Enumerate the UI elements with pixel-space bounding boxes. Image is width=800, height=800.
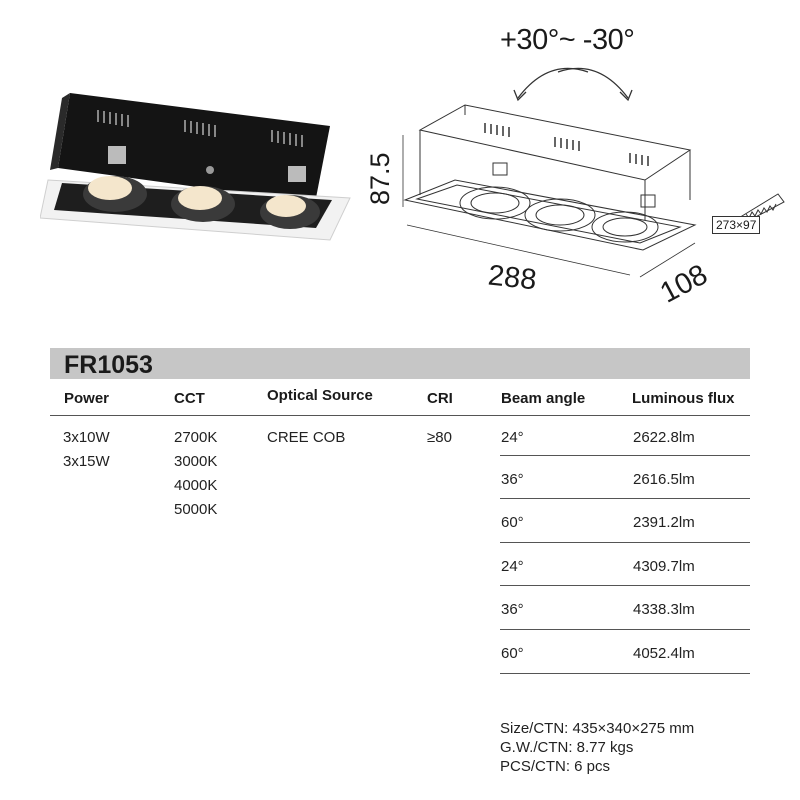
cct-value: 5000K — [174, 501, 218, 518]
row-divider — [500, 629, 750, 630]
row-divider — [500, 585, 750, 586]
header-optical-source: Optical Source — [267, 387, 373, 404]
depth-dimension: 108 — [655, 258, 713, 310]
header-power: Power — [64, 390, 110, 407]
model-title: FR1053 — [64, 351, 153, 379]
header-cri: CRI — [427, 390, 453, 407]
header-luminous-flux: Luminous flux — [632, 390, 735, 407]
cri-value: ≥80 — [427, 429, 452, 446]
rotation-arrows-icon — [508, 58, 638, 106]
header-cct: CCT — [174, 390, 205, 407]
height-dimension: 87.5 — [365, 152, 395, 205]
rotation-range-label: +30°~ -30° — [500, 24, 635, 56]
beam-angle-value: 24° — [501, 558, 524, 575]
beam-angle-value: 60° — [501, 514, 524, 531]
cct-value: 2700K — [174, 429, 218, 446]
beam-angle-value: 24° — [501, 429, 524, 446]
optical-source-value: CREE COB — [267, 429, 346, 446]
power-value: 3x10W — [63, 429, 110, 446]
product-photo — [40, 88, 355, 248]
beam-angle-value: 36° — [501, 601, 524, 618]
luminous-flux-value: 4052.4lm — [633, 645, 695, 662]
row-divider — [500, 673, 750, 674]
luminous-flux-value: 4309.7lm — [633, 558, 695, 575]
power-value: 3x15W — [63, 453, 110, 470]
luminous-flux-value: 2391.2lm — [633, 514, 695, 531]
carton-gross-weight: G.W./CTN: 8.77 kgs — [500, 739, 634, 756]
row-divider — [500, 542, 750, 543]
carton-pieces: PCS/CTN: 6 pcs — [500, 758, 611, 775]
beam-angle-value: 36° — [501, 471, 524, 488]
cct-value: 3000K — [174, 453, 218, 470]
title-bar — [50, 348, 750, 379]
cct-value: 4000K — [174, 477, 218, 494]
row-divider — [500, 498, 750, 499]
luminous-flux-value: 2616.5lm — [633, 471, 695, 488]
header-beam-angle: Beam angle — [501, 390, 586, 407]
beam-angle-value: 60° — [501, 645, 524, 662]
luminous-flux-value: 4338.3lm — [633, 601, 695, 618]
carton-size: Size/CTN: 435×340×275 mm — [500, 720, 695, 737]
width-dimension: 288 — [486, 259, 538, 297]
header-divider — [50, 415, 750, 416]
line-drawing — [395, 95, 705, 285]
luminous-flux-value: 2622.8lm — [633, 429, 695, 446]
row-divider — [500, 455, 750, 456]
cutout-size-label: 273×97 — [712, 216, 760, 234]
